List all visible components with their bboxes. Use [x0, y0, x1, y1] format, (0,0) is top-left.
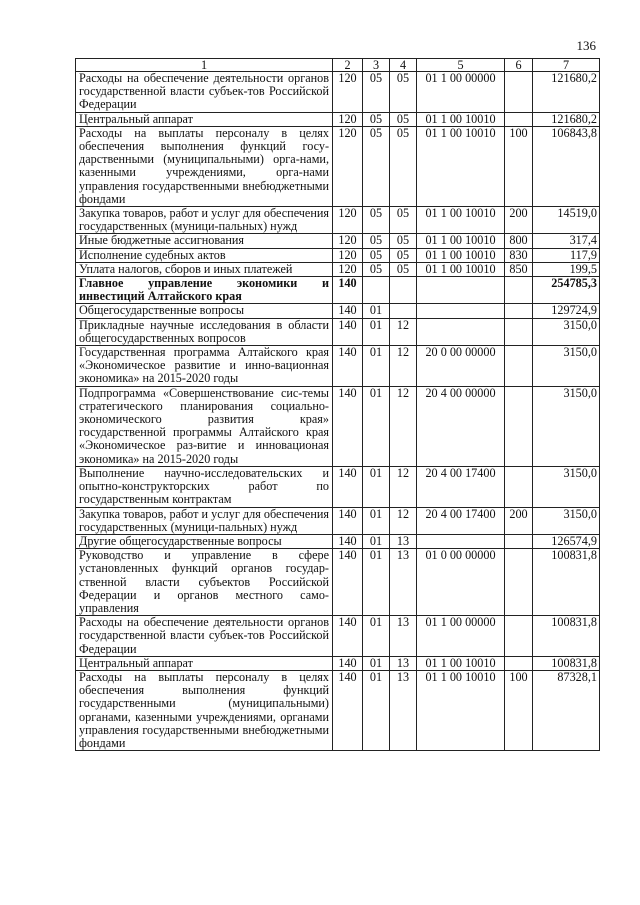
table-row [76, 112, 600, 126]
row-code-subsection: 05 [390, 72, 417, 113]
row-description: Центральный аппарат [76, 656, 333, 670]
row-code-ministry: 140 [333, 507, 363, 534]
table-row [76, 466, 600, 507]
row-code-ministry: 120 [333, 207, 363, 234]
row-code-target [417, 534, 505, 548]
row-code-subsection: 05 [390, 112, 417, 126]
row-code-subsection: 12 [390, 386, 417, 466]
row-amount: 106843,8 [533, 126, 600, 206]
row-code-ministry: 140 [333, 534, 363, 548]
row-code-subsection: 05 [390, 126, 417, 206]
row-code-section: 01 [363, 318, 390, 345]
row-code-target: 01 1 00 10010 [417, 234, 505, 248]
row-amount: 117,9 [533, 248, 600, 262]
row-code-ministry: 140 [333, 386, 363, 466]
row-code-section: 05 [363, 234, 390, 248]
row-code-expense-type: 100 [505, 670, 533, 750]
row-code-section: 01 [363, 670, 390, 750]
row-code-section: 05 [363, 248, 390, 262]
row-code-expense-type [505, 72, 533, 113]
table-row [76, 126, 600, 206]
row-code-ministry: 120 [333, 248, 363, 262]
row-code-ministry: 120 [333, 234, 363, 248]
row-code-expense-type [505, 616, 533, 657]
row-amount: 100831,8 [533, 616, 600, 657]
row-description: Руководство и управление в сфере установленных функций органов государ-ственной власти субъектов Российской Федерации и органов местного само-управления [76, 549, 333, 616]
row-code-section: 01 [363, 466, 390, 507]
row-amount: 3150,0 [533, 318, 600, 345]
row-code-ministry: 140 [333, 616, 363, 657]
row-amount: 3150,0 [533, 386, 600, 466]
row-description: Исполнение судебных актов [76, 248, 333, 262]
row-amount: 14519,0 [533, 207, 600, 234]
row-code-ministry: 120 [333, 126, 363, 206]
row-amount: 199,5 [533, 262, 600, 276]
row-code-section: 01 [363, 616, 390, 657]
row-code-expense-type: 850 [505, 262, 533, 276]
row-code-target: 01 0 00 00000 [417, 549, 505, 616]
row-code-subsection: 12 [390, 466, 417, 507]
row-code-subsection: 05 [390, 234, 417, 248]
row-description: Закупка товаров, работ и услуг для обеспечения государственных (муници-пальных) нужд [76, 207, 333, 234]
row-code-target [417, 318, 505, 345]
row-code-subsection: 13 [390, 534, 417, 548]
row-description: Другие общегосударственные вопросы [76, 534, 333, 548]
row-code-subsection: 05 [390, 262, 417, 276]
row-amount: 317,4 [533, 234, 600, 248]
row-code-subsection: 13 [390, 656, 417, 670]
row-code-ministry: 140 [333, 304, 363, 318]
row-code-subsection: 13 [390, 616, 417, 657]
row-code-section: 01 [363, 346, 390, 387]
row-code-section: 05 [363, 112, 390, 126]
row-code-expense-type: 200 [505, 207, 533, 234]
row-code-section: 01 [363, 549, 390, 616]
row-code-expense-type [505, 112, 533, 126]
row-code-target: 01 1 00 10010 [417, 126, 505, 206]
header-cell: 6 [505, 59, 533, 72]
row-description: Прикладные научные исследования в области общегосударственных вопросов [76, 318, 333, 345]
row-code-subsection: 05 [390, 248, 417, 262]
budget-table [75, 58, 600, 751]
row-code-ministry: 140 [333, 466, 363, 507]
row-amount: 100831,8 [533, 656, 600, 670]
row-code-subsection [390, 277, 417, 304]
row-amount: 87328,1 [533, 670, 600, 750]
row-code-subsection: 12 [390, 507, 417, 534]
table-row [76, 616, 600, 657]
row-code-expense-type: 100 [505, 126, 533, 206]
row-code-section: 05 [363, 72, 390, 113]
table-row [76, 534, 600, 548]
header-cell: 7 [533, 59, 600, 72]
row-description: Расходы на выплаты персоналу в целях обеспечения выполнения функций государственными (муниципальными) органами, казенными учреждениями, органами управления государственными внебюджетными фондами [76, 670, 333, 750]
table-row [76, 386, 600, 466]
table-row [76, 277, 600, 304]
row-code-expense-type [505, 386, 533, 466]
row-amount: 121680,2 [533, 112, 600, 126]
row-code-target: 01 1 00 10010 [417, 670, 505, 750]
table-row [76, 549, 600, 616]
row-code-target: 20 4 00 00000 [417, 386, 505, 466]
row-amount: 126574,9 [533, 534, 600, 548]
row-code-subsection: 13 [390, 670, 417, 750]
row-code-ministry: 140 [333, 549, 363, 616]
page-number: 136 [576, 38, 596, 53]
row-code-section: 01 [363, 304, 390, 318]
row-amount: 121680,2 [533, 72, 600, 113]
row-code-expense-type [505, 466, 533, 507]
row-code-ministry: 140 [333, 670, 363, 750]
row-description: Расходы на выплаты персоналу в целях обеспечения выполнения функций госу-дарственными (муниципальными) орга-нами, казенными учреждениями, орга-нами управления государственными внебюджетными фондами [76, 126, 333, 206]
row-code-section: 05 [363, 126, 390, 206]
row-code-expense-type [505, 346, 533, 387]
row-code-target [417, 277, 505, 304]
row-code-ministry: 140 [333, 656, 363, 670]
header-cell: 5 [417, 59, 505, 72]
row-description: Расходы на обеспечение деятельности органов государственной власти субъек-тов Российской Федерации [76, 72, 333, 113]
table-row [76, 72, 600, 113]
row-amount: 3150,0 [533, 466, 600, 507]
row-description: Главное управление экономики и инвестиций Алтайского края [76, 277, 333, 304]
row-code-expense-type: 830 [505, 248, 533, 262]
row-code-subsection: 13 [390, 549, 417, 616]
row-code-target: 01 1 00 10010 [417, 262, 505, 276]
row-code-expense-type [505, 277, 533, 304]
row-description: Расходы на обеспечение деятельности органов государственной власти субъек-тов Российской Федерации [76, 616, 333, 657]
table-header-row [76, 59, 600, 72]
table-row [76, 262, 600, 276]
row-code-target [417, 304, 505, 318]
row-amount: 129724,9 [533, 304, 600, 318]
header-cell: 2 [333, 59, 363, 72]
row-amount: 3150,0 [533, 507, 600, 534]
table-row [76, 207, 600, 234]
row-code-ministry: 120 [333, 112, 363, 126]
table-row [76, 318, 600, 345]
table-row [76, 346, 600, 387]
row-code-ministry: 140 [333, 318, 363, 345]
row-code-expense-type [505, 318, 533, 345]
row-code-expense-type: 200 [505, 507, 533, 534]
row-amount: 254785,3 [533, 277, 600, 304]
row-amount: 3150,0 [533, 346, 600, 387]
row-description: Выполнение научно-исследовательских и опытно-конструкторских работ по государственным контрактам [76, 466, 333, 507]
row-description: Общегосударственные вопросы [76, 304, 333, 318]
row-code-ministry: 140 [333, 277, 363, 304]
row-code-target: 20 4 00 17400 [417, 466, 505, 507]
row-code-target: 01 1 00 10010 [417, 248, 505, 262]
header-cell: 1 [76, 59, 333, 72]
table-row [76, 248, 600, 262]
table-row [76, 670, 600, 750]
row-code-section [363, 277, 390, 304]
header-cell: 4 [390, 59, 417, 72]
table-row [76, 234, 600, 248]
row-amount: 100831,8 [533, 549, 600, 616]
table-row [76, 656, 600, 670]
row-code-target: 01 1 00 10010 [417, 207, 505, 234]
row-code-expense-type: 800 [505, 234, 533, 248]
row-code-target: 01 1 00 10010 [417, 112, 505, 126]
row-description: Подпрограмма «Совершенствование сис-темы стратегического планирования социально-экономического развития края» государственной программы Алтайского края «Экономическое раз-витие и инновационая экономика» на 2015-2020 годы [76, 386, 333, 466]
row-description: Государственная программа Алтайского края «Экономическое развитие и инно-вационная экономика» на 2015-2020 годы [76, 346, 333, 387]
row-code-section: 01 [363, 656, 390, 670]
row-code-section: 01 [363, 386, 390, 466]
row-code-section: 05 [363, 207, 390, 234]
row-code-section: 05 [363, 262, 390, 276]
row-code-expense-type [505, 534, 533, 548]
row-description: Закупка товаров, работ и услуг для обеспечения государственных (муници-пальных) нужд [76, 507, 333, 534]
row-code-target: 01 1 00 10010 [417, 656, 505, 670]
header-cell: 3 [363, 59, 390, 72]
row-code-subsection: 12 [390, 318, 417, 345]
row-code-section: 01 [363, 507, 390, 534]
row-code-target: 01 1 00 00000 [417, 72, 505, 113]
row-code-target: 20 4 00 17400 [417, 507, 505, 534]
row-code-ministry: 140 [333, 346, 363, 387]
row-code-subsection: 12 [390, 346, 417, 387]
row-description: Центральный аппарат [76, 112, 333, 126]
row-code-target: 01 1 00 00000 [417, 616, 505, 657]
table-row [76, 507, 600, 534]
row-code-expense-type [505, 656, 533, 670]
row-code-expense-type [505, 549, 533, 616]
row-code-expense-type [505, 304, 533, 318]
row-code-ministry: 120 [333, 262, 363, 276]
table-row [76, 304, 600, 318]
row-code-subsection: 05 [390, 207, 417, 234]
row-description: Уплата налогов, сборов и иных платежей [76, 262, 333, 276]
row-code-section: 01 [363, 534, 390, 548]
row-description: Иные бюджетные ассигнования [76, 234, 333, 248]
row-code-target: 20 0 00 00000 [417, 346, 505, 387]
row-code-subsection [390, 304, 417, 318]
row-code-ministry: 120 [333, 72, 363, 113]
